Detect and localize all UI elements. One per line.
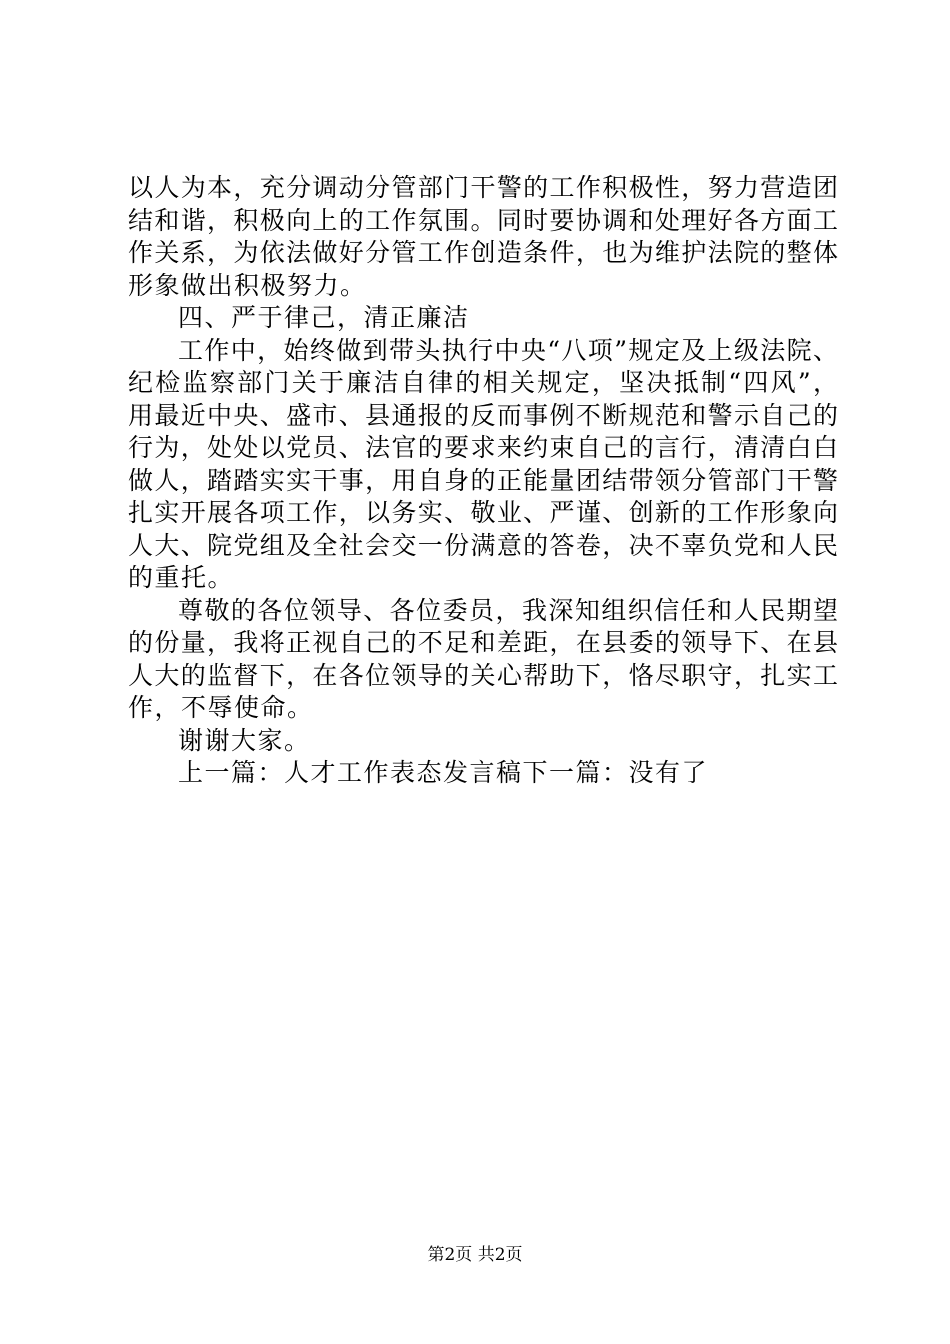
text-line: 做人，踏踏实实干事，用自身的正能量团结带领分管部门干警 xyxy=(128,465,838,495)
text-line: 作，不辱使命。 xyxy=(128,693,314,722)
text-line: 尊敬的各位领导、各位委员，我深知组织信任和人民期望 xyxy=(178,595,838,625)
text-line: 工作中，始终做到带头执行中央“八项”规定及上级法院、 xyxy=(178,335,838,365)
text-line: 用最近中央、盛市、县通报的反而事例不断规范和警示自己的 xyxy=(128,400,838,430)
text-line: 人大的监督下，在各位领导的关心帮助下，恪尽职守，扎实工 xyxy=(128,660,838,690)
document-body xyxy=(128,172,838,790)
text-line: 人大、院党组及全社会交一份满意的答卷，决不辜负党和人民 xyxy=(128,530,838,560)
text-line: 扎实开展各项工作，以务实、敬业、严谨、创新的工作形象向 xyxy=(128,498,838,527)
text-line: 的重托。 xyxy=(128,563,235,592)
prev-next-navigation: 上一篇：人才工作表态发言稿下一篇：没有了 xyxy=(178,758,709,787)
closing-line: 谢谢大家。 xyxy=(178,725,311,755)
section-heading: 四、严于律己，清正廉洁 xyxy=(178,303,470,332)
text-line: 纪检监察部门关于廉洁自律的相关规定，坚决抵制“四风”， xyxy=(128,368,838,397)
text-line: 的份量，我将正视自己的不足和差距，在县委的领导下、在县 xyxy=(128,628,838,657)
text-line: 结和谐，积极向上的工作氛围。同时要协调和处理好各方面工 xyxy=(128,205,838,235)
text-line: 形象做出积极努力。 xyxy=(128,270,367,300)
text-line: 以人为本，充分调动分管部门干警的工作积极性，努力营造团 xyxy=(128,173,838,202)
text-line: 行为，处处以党员、法官的要求来约束自己的言行，清清白白 xyxy=(128,433,838,462)
text-line: 作关系，为依法做好分管工作创造条件，也为维护法院的整体 xyxy=(128,238,838,267)
page-number-footer: 第2页 共2页 xyxy=(427,1245,523,1265)
